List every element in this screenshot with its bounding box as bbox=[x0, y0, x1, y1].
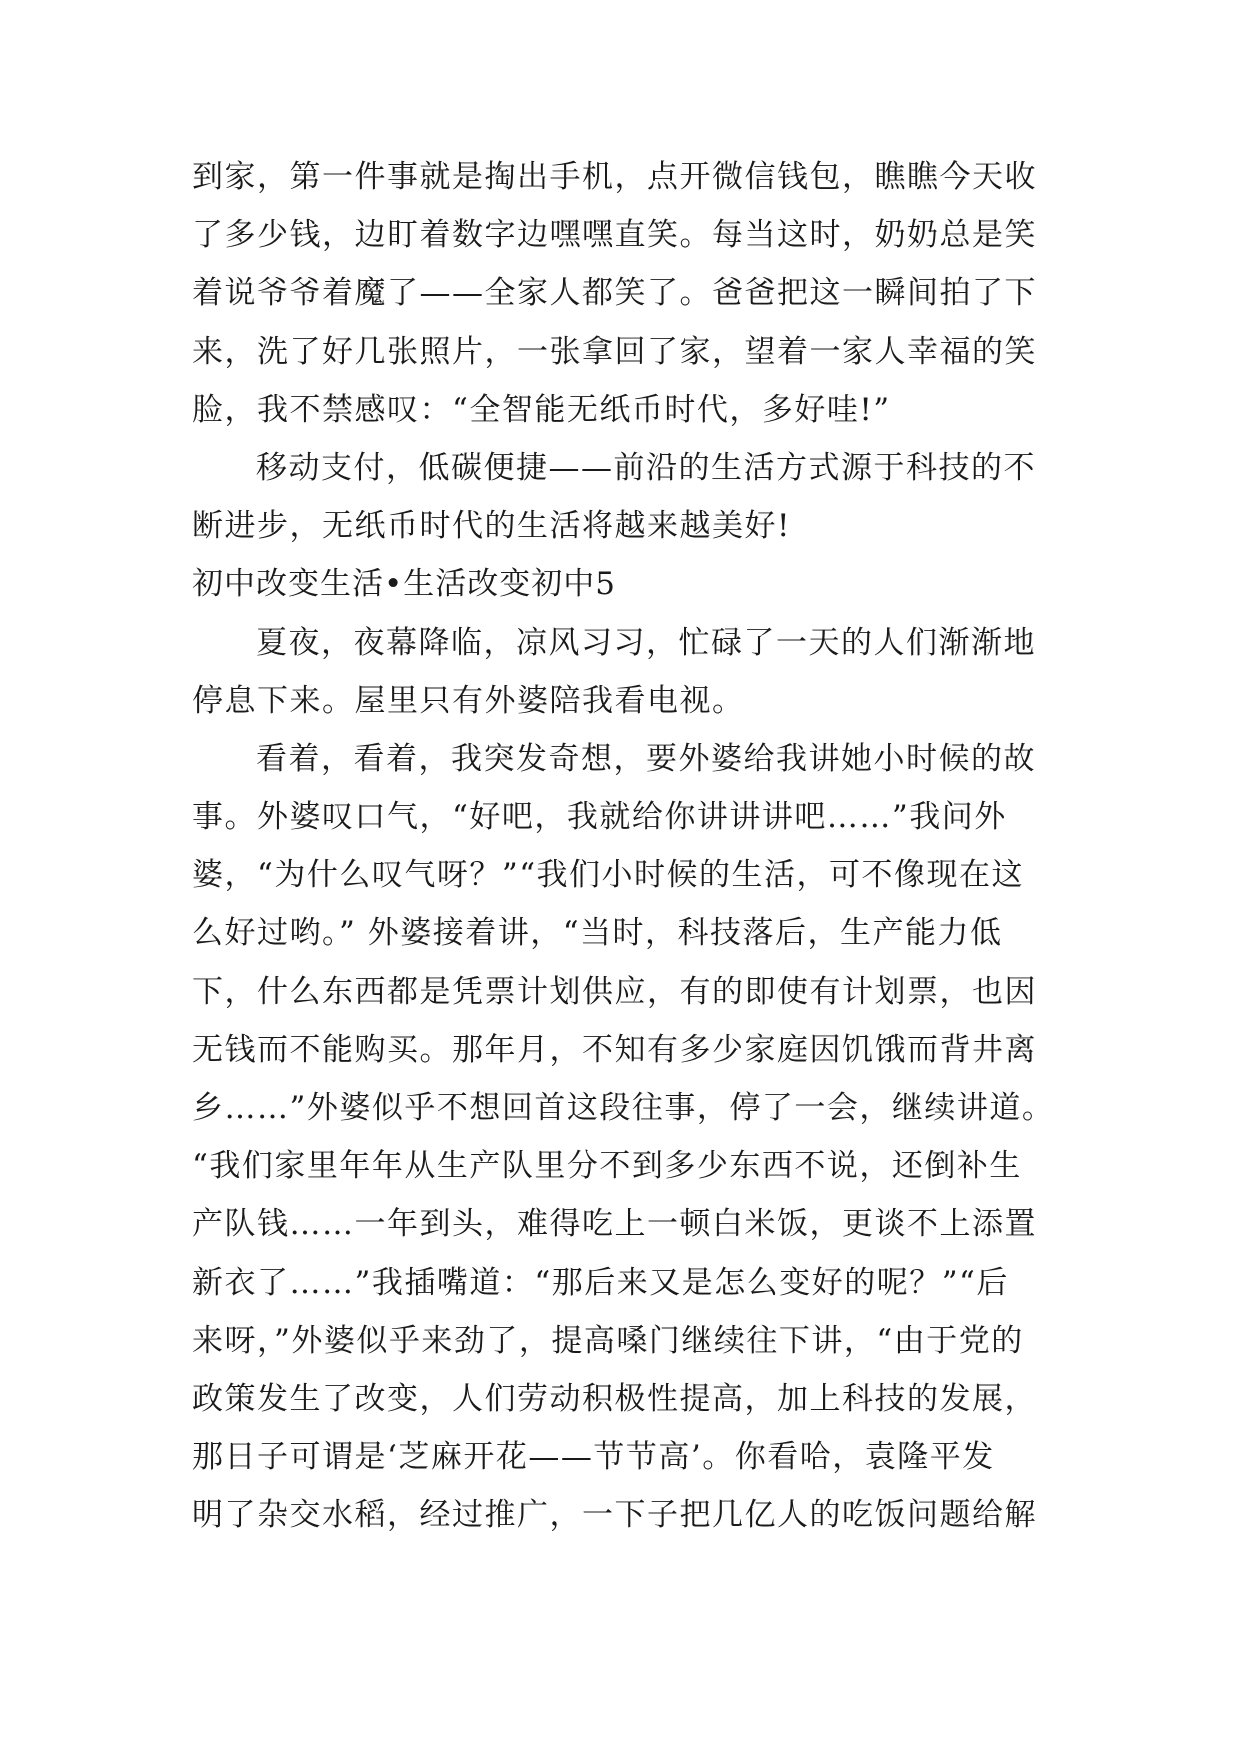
text-line: 新衣了……”我插嘴道：“那后来又是怎么变好的呢？”“后 bbox=[192, 1264, 1009, 1301]
text-line: 明了杂交水稻，经过推广，一下子把几亿人的吃饭问题给解 bbox=[192, 1497, 1037, 1534]
text-line: “我们家里年年从生产队里分不到多少东西不说，还倒补生 bbox=[192, 1148, 1022, 1185]
body-text bbox=[192, 148, 1054, 1545]
text-line: 脸，我不禁感叹：“全智能无纸币时代，多好哇!” bbox=[192, 391, 891, 428]
text-line: 断进步，无纸币时代的生活将越来越美好! bbox=[192, 508, 791, 545]
text-line: 无钱而不能购买。那年月，不知有多少家庭因饥饿而背井离 bbox=[192, 1031, 1037, 1068]
paragraph-start-line: 夏夜，夜幕降临，凉风习习，忙碌了一天的人们渐渐地 bbox=[256, 624, 1036, 661]
text-line: 么好过哟。” 外婆接着讲，“当时，科技落后，生产能力低 bbox=[192, 915, 1003, 952]
text-line: 停息下来。屋里只有外婆陪我看电视。 bbox=[192, 682, 745, 719]
text-line: 事。外婆叹口气，“好吧，我就给你讲讲讲吧……”我问外 bbox=[192, 799, 1007, 836]
text-line: 来，洗了好几张照片，一张拿回了家，望着一家人幸福的笑 bbox=[192, 333, 1037, 370]
text-line: 了多少钱，边盯着数字边嘿嘿直笑。每当这时，奶奶总是笑 bbox=[192, 217, 1037, 254]
text-line: 政策发生了改变，人们劳动积极性提高，加上科技的发展， bbox=[192, 1380, 1037, 1417]
paragraph-start-line: 看着，看着，我突发奇想，要外婆给我讲她小时候的故 bbox=[256, 740, 1036, 777]
text-line: 下，什么东西都是凭票计划供应，有的即使有计划票，也因 bbox=[192, 973, 1037, 1010]
text-line: 那日子可谓是‘芝麻开花——节节高’。你看哈，袁隆平发 bbox=[192, 1439, 995, 1476]
section-heading: 初中改变生活•生活改变初中5 bbox=[192, 566, 617, 603]
text-line: 来呀，”外婆似乎来劲了，提高嗓门继续往下讲，“由于党的 bbox=[192, 1322, 1024, 1359]
text-line: 婆，“为什么叹气呀？”“我们小时候的生活，可不像现在这 bbox=[192, 857, 1025, 894]
text-line: 产队钱……一年到头，难得吃上一顿白米饭，更谈不上添置 bbox=[192, 1206, 1037, 1243]
paragraph-start-line: 移动支付，低碳便捷——前沿的生活方式源于科技的不 bbox=[256, 449, 1036, 486]
text-line: 着说爷爷着魔了——全家人都笑了。爸爸把这一瞬间拍了下 bbox=[192, 275, 1037, 312]
text-line: 乡……”外婆似乎不想回首这段往事，停了一会，继续讲道。 bbox=[192, 1090, 1055, 1126]
text-line: 到家，第一件事就是掏出手机，点开微信钱包，瞧瞧今天收 bbox=[192, 159, 1037, 195]
